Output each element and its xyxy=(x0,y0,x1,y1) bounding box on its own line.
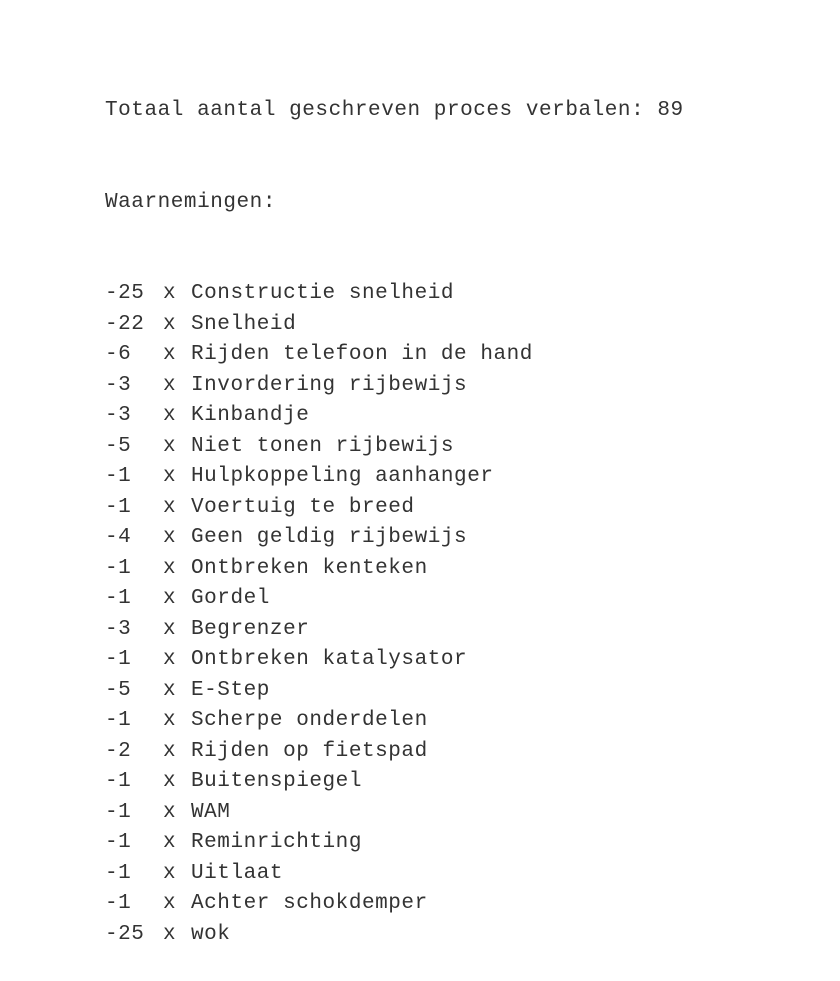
item-label: Scherpe onderdelen xyxy=(191,709,428,732)
item-count: -3 xyxy=(105,404,132,427)
item-label: WAM xyxy=(191,800,231,824)
item-count: -6 xyxy=(105,343,132,366)
item-separator: x xyxy=(163,739,177,763)
item-label: Kinbandje xyxy=(191,404,310,427)
item-count: -1 xyxy=(105,465,132,488)
list-item xyxy=(105,798,684,829)
item-count: -1 xyxy=(105,495,132,519)
item-separator: x xyxy=(163,343,177,366)
item-separator: x xyxy=(163,922,177,946)
list-item xyxy=(105,340,684,371)
item-count: -5 xyxy=(105,678,132,702)
item-separator: x xyxy=(163,617,177,641)
item-label: Reminrichting xyxy=(191,831,362,854)
item-count: -1 xyxy=(105,587,132,610)
item-separator: x xyxy=(163,709,177,732)
item-count: -1 xyxy=(105,709,132,732)
item-count: -2 xyxy=(105,739,132,763)
item-count: -3 xyxy=(105,373,132,397)
list-item xyxy=(105,706,684,737)
list-item xyxy=(105,462,684,493)
item-label: Snelheid xyxy=(191,312,297,336)
list-item xyxy=(105,279,684,310)
item-separator: x xyxy=(163,404,177,427)
item-label: Hulpkoppeling aanhanger xyxy=(191,465,494,488)
item-count: -22 xyxy=(105,312,145,336)
violations-document xyxy=(105,35,684,981)
item-separator: x xyxy=(163,282,177,305)
item-count: -1 xyxy=(105,770,132,793)
item-count: -1 xyxy=(105,892,132,915)
list-item xyxy=(105,645,684,676)
list-item xyxy=(105,432,684,463)
list-item xyxy=(105,920,684,951)
item-separator: x xyxy=(163,678,177,702)
list-item xyxy=(105,889,684,920)
item-label: Achter schokdemper xyxy=(191,892,428,915)
item-label: Rijden telefoon in de hand xyxy=(191,343,533,366)
item-count: -1 xyxy=(105,861,132,885)
list-item xyxy=(105,584,684,615)
item-label: Uitlaat xyxy=(191,861,284,885)
item-separator: x xyxy=(163,312,177,336)
item-separator: x xyxy=(163,556,177,580)
item-label: Ontbreken kenteken xyxy=(191,556,428,580)
list-item xyxy=(105,676,684,707)
item-separator: x xyxy=(163,465,177,488)
item-separator: x xyxy=(163,434,177,458)
item-label: Rijden op fietspad xyxy=(191,739,428,763)
item-count: -1 xyxy=(105,800,132,824)
item-label: E-Step xyxy=(191,678,270,702)
item-count: -1 xyxy=(105,556,132,580)
observations-label: Waarnemingen: xyxy=(105,190,276,214)
item-separator: x xyxy=(163,526,177,549)
list-item xyxy=(105,371,684,402)
item-separator: x xyxy=(163,770,177,793)
item-label: Geen geldig rijbewijs xyxy=(191,526,468,549)
list-item xyxy=(105,828,684,859)
total-line: Totaal aantal geschreven proces verbalen: 89 xyxy=(105,99,684,122)
list-item xyxy=(105,767,684,798)
item-label: Constructie snelheid xyxy=(191,282,455,305)
item-separator: x xyxy=(163,861,177,885)
item-count: -25 xyxy=(105,922,145,946)
item-label: Invordering rijbewijs xyxy=(191,373,468,397)
item-count: -1 xyxy=(105,831,132,854)
item-label: wok xyxy=(191,922,231,946)
item-label: Voertuig te breed xyxy=(191,495,415,519)
item-count: -25 xyxy=(105,282,145,305)
item-count: -4 xyxy=(105,526,132,549)
item-separator: x xyxy=(163,648,177,671)
item-count: -1 xyxy=(105,648,132,671)
item-label: Buitenspiegel xyxy=(191,770,362,793)
list-item xyxy=(105,615,684,646)
item-separator: x xyxy=(163,373,177,397)
list-item xyxy=(105,401,684,432)
item-label: Ontbreken katalysator xyxy=(191,648,468,671)
observations-list xyxy=(105,279,684,950)
item-label: Gordel xyxy=(191,587,270,610)
item-separator: x xyxy=(163,831,177,854)
item-count: -3 xyxy=(105,617,132,641)
item-separator: x xyxy=(163,495,177,519)
item-separator: x xyxy=(163,587,177,610)
list-item xyxy=(105,310,684,341)
item-label: Begrenzer xyxy=(191,617,310,641)
list-item xyxy=(105,523,684,554)
list-item xyxy=(105,737,684,768)
list-item xyxy=(105,859,684,890)
item-separator: x xyxy=(163,800,177,824)
list-item xyxy=(105,493,684,524)
item-count: -5 xyxy=(105,434,132,458)
item-label: Niet tonen rijbewijs xyxy=(191,434,455,458)
list-item xyxy=(105,554,684,585)
item-separator: x xyxy=(163,892,177,915)
